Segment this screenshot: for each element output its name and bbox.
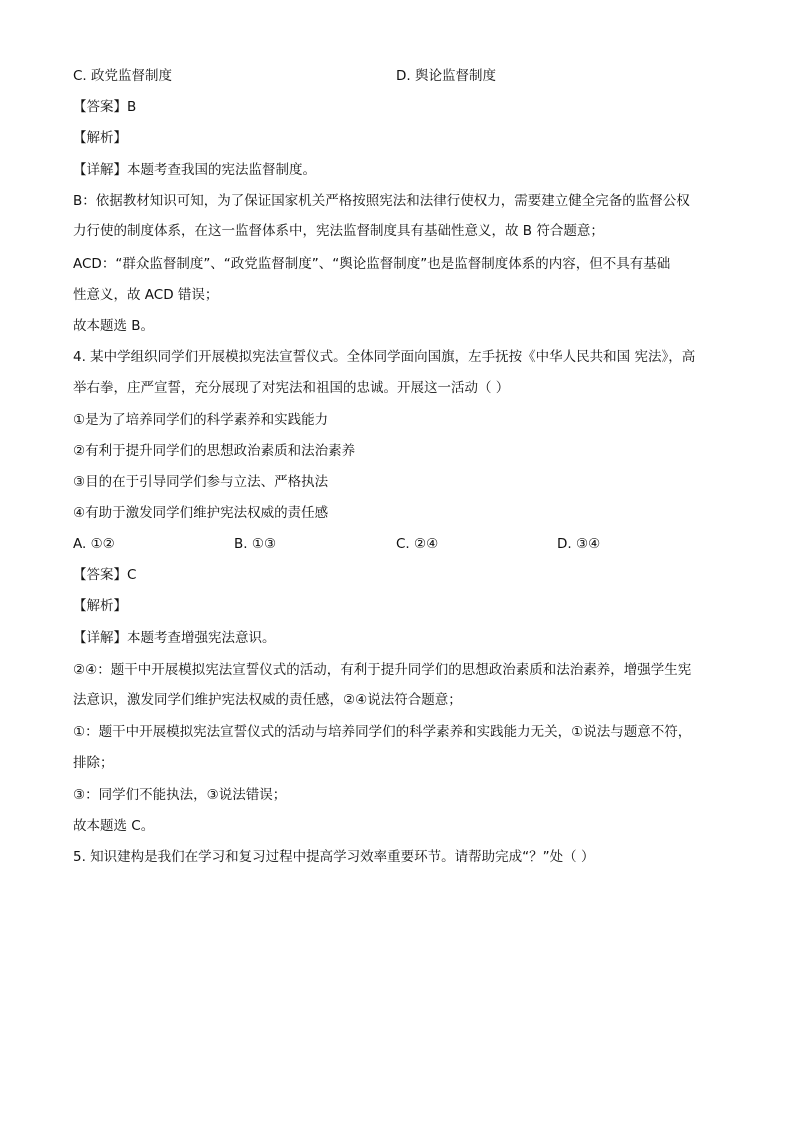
q4-options-row — [73, 535, 733, 553]
q5-stem: 5. 知识建构是我们在学习和复习过程中提高学习效率重要环节。请帮助完成“？”处（ ） — [73, 849, 595, 865]
q4-detail-line-6: ③：同学们不能执法，③说法错误； — [73, 787, 287, 803]
q3-detail-line-3: 力行使的制度体系，在这一监督体系中，宪法监督制度具有基础性意义，故 B 符合题意； — [73, 223, 604, 239]
q4-answer: 【答案】C — [73, 567, 137, 583]
q4-detail-line-3: 法意识，激发同学们维护宪法权威的责任感，②④说法符合题意； — [73, 692, 462, 708]
q4-statement-2: ②有利于提升同学们的思想政治素质和法治素养 — [73, 443, 356, 459]
q4-option-a: A. ①② — [73, 536, 115, 552]
q3-detail-line-2: B：依据教材知识可知，为了保证国家机关严格按照宪法和法律行使权力，需要建立健全完备的监督公权 — [73, 193, 690, 209]
q4-analysis-heading: 【解析】 — [73, 598, 127, 614]
q3-detail-line-4: ACD：“群众监督制度”、“政党监督制度”、“舆论监督制度”也是监督制度体系的内容，但不具有基础 — [73, 256, 671, 272]
q3-option-c: C. 政党监督制度 — [73, 68, 173, 84]
q4-statement-4: ④有助于激发同学们维护宪法权威的责任感 — [73, 505, 329, 521]
q3-answer: 【答案】B — [73, 99, 137, 115]
q4-stem-line-1: 4. 某中学组织同学们开展模拟宪法宣誓仪式。全体同学面向国旗，左手抚按《中华人民共和国 宪法》，高 — [73, 349, 696, 365]
q3-detail-line-5: 性意义，故 ACD 错误； — [73, 287, 219, 303]
q3-analysis-heading: 【解析】 — [73, 130, 127, 146]
q4-detail-line-2: ②④：题干中开展模拟宪法宣誓仪式的活动，有利于提升同学们的思想政治素质和法治素养，增强学生宪 — [73, 662, 692, 678]
q4-conclusion: 故本题选 C。 — [73, 818, 155, 834]
q3-detail-line-1: 【详解】本题考查我国的宪法监督制度。 — [73, 162, 316, 178]
q4-detail-line-5: 排除； — [73, 755, 114, 771]
q3-options-row — [73, 67, 733, 85]
q4-option-d: D. ③④ — [557, 536, 601, 552]
q4-option-b: B. ①③ — [234, 536, 277, 552]
q4-statement-3: ③目的在于引导同学们参与立法、严格执法 — [73, 474, 329, 490]
q4-statement-1: ①是为了培养同学们的科学素养和实践能力 — [73, 412, 329, 428]
q3-conclusion: 故本题选 B。 — [73, 318, 155, 334]
q4-option-c: C. ②④ — [396, 536, 439, 552]
q4-detail-line-4: ①：题干中开展模拟宪法宣誓仪式的活动与培养同学们的科学素养和实践能力无关，①说法与题意不符， — [73, 724, 692, 740]
q4-stem-line-2: 举右拳，庄严宣誓，充分展现了对宪法和祖国的忠诚。开展这一活动（ ） — [73, 380, 510, 396]
q4-detail-line-1: 【详解】本题考查增强宪法意识。 — [73, 630, 276, 646]
q3-option-d: D. 舆论监督制度 — [396, 68, 496, 84]
